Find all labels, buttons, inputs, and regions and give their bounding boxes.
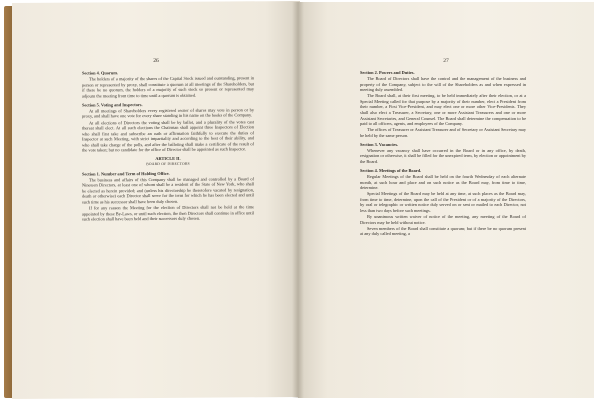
paragraph: If for any reason the Meeting for the election of Directors shall not be held at the time appointed by these By-Laws, or until such election, the then Directors shall continue in office until such election shall have been held and their successors duly chosen. [82,204,254,222]
paragraph: Whenever any vacancy shall have occurred in the Board or in any office, by death, resignation or otherwise, it shall be filled for the unexpired term, by election or appointment by the Board. [360,147,526,164]
left-page-number: 26 [153,57,159,65]
article-subheading: BOARD OF DIRECTORS [146,161,190,166]
left-page [12,1,300,399]
section-heading: Section 2. Powers and Duties. [360,70,415,75]
left-page-text-column [82,69,254,222]
paragraph: The Board shall, at their first meeting, to be held immediately after their election, or at a Special Meeting called for that purpose by a majority of their number, elect a President from their number, a First Vice-President, and may elect one or more other Vice-Presidents. They shall also elect a Treasurer, a Secretary, one or more Assistant Treasurers and one or more Assistant Secretaries, and General Counsel. The Board shall determine the compensation to be paid to all officers, agents, and employees of the Company. [360,93,526,127]
paragraph: The Board of Directors shall have the control and the management of the business and property of the Company, subject to the will of the Shareholders as and when expressed in meeting duly assembled. [360,76,526,93]
book-gutter-shadow [292,2,304,398]
paragraph: By unanimous written waiver of notice of the meeting, any meeting of the Board of Directors may be held without notice. [360,214,526,225]
section-heading: Section 3. Vacancies. [360,141,399,147]
article-heading: ARTICLE II. [155,156,181,162]
right-page [298,2,594,398]
paragraph: Special Meetings of the Board may be held at any time, at such places as the Board may, from time to time, determine, upon the call of the President or of a majority of the Directors, by oral or telegraphic or written notice duly served on or sent or mailed to each Director, not less than two days before such meetings. [360,191,526,213]
paragraph: Seven members of the Board shall constitute a quorum; but if there be no quorum present at any duly called meeting, a [360,225,526,237]
paragraph: At all elections of Directors the voting shall be by ballot, and a plurality of the votes cast thereat shall elect. At all such elections the Chairman shall appoint three Inspectors of Election who shall first take and subscribe an oath or affirmation faithfully to execute the duties of Inspector at such Meeting, with strict impartiality and according to the best of their ability, and who shall take charge of the polls, and after the balloting shall make a certificate of the result of the vote taken; but no candidate for the office of Director shall be appointed as such Inspector. [82,118,254,153]
paragraph: The business and affairs of this Company shall be managed and controlled by a Board of Nineteen Directors, at least one of whom shall be a resident of the State of New York, who shall be elected as herein provided; and (unless his directorship be theretofore vacated by resignation, death or otherwise) each Director shall serve for the term for which he has been elected and until such time as his successor shall have been duly chosen. [82,176,254,205]
right-page-text-column [360,70,526,237]
paragraph: The holders of a majority of the shares of the Capital Stock issued and outstanding, present in person or represented by proxy, shall constitute a quorum at all meetings of the Shareholders, but if there be no quorum, the holders of a majority of such stock so present or represented may adjourn the meeting from time to time until a quorum is obtained. [82,75,254,99]
section-heading: Section 1. Number and Term of Holding Office. [82,170,170,177]
section-heading: Section 5. Voting and Inspectors. [82,101,143,108]
right-page-number: 27 [443,58,449,64]
paragraph: Regular Meetings of the Board shall be held on the fourth Wednesday of each alternate month, at such hour and place and on such notice as the Board may, from time to time, determine. [360,174,526,191]
section-heading: Section 4. Meetings of the Board. [360,167,422,173]
paragraph: The offices of Treasurer or Assistant Treasurer and of Secretary or Assistant Secretary may be held by the same person. [360,127,526,138]
section-heading: Section 4. Quorum. [82,70,118,76]
paragraph: At all meetings of Shareholders every registered owner of shares may vote in person or by proxy, and shall have one vote for every share standing in his name on the books of the Company. [82,107,254,119]
